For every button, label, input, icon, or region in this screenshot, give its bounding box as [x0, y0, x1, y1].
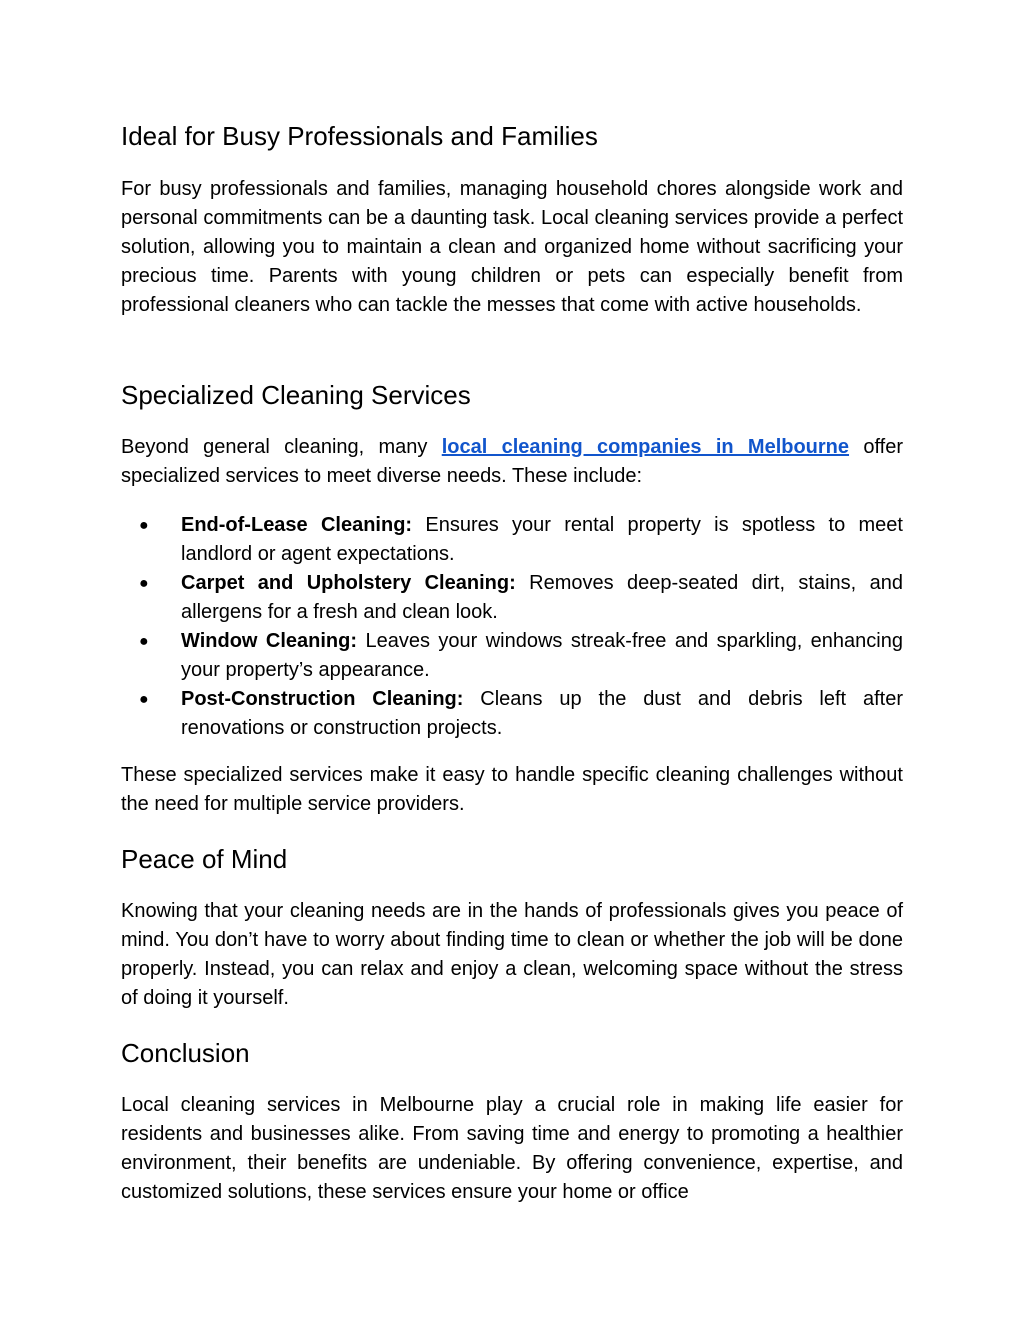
heading-conclusion: Conclusion: [121, 1038, 250, 1068]
list-item-title: Window Cleaning:: [181, 630, 358, 652]
melbourne-cleaning-link[interactable]: local cleaning companies in Melbourne: [441, 436, 850, 458]
list-item: [121, 627, 903, 685]
intro-text-before: Beyond general cleaning, many: [121, 436, 442, 458]
bullet-icon: ●: [139, 517, 149, 534]
list-item: [121, 685, 903, 743]
bullet-icon: ●: [139, 633, 149, 650]
list-item-text: Leaves your windows streak-free and sparkling, enhancing your property’s appearance.: [181, 630, 903, 681]
list-item-title: Carpet and Upholstery Cleaning:: [181, 572, 516, 594]
list-item-text: Removes deep-seated dirt, stains, and allergens for a fresh and clean look.: [181, 572, 903, 623]
list-item-title: End-of-Lease Cleaning:: [181, 514, 413, 536]
list-item-title: Post-Construction Cleaning:: [181, 688, 464, 710]
heading-peace-of-mind: Peace of Mind: [121, 844, 288, 874]
paragraph-conclusion: Local cleaning services in Melbourne play a crucial role in making life easier for residents and businesses alike. From saving time and energy to promoting a healthier environment, their benefits are undeniable. By offering convenience, expertise, and customized solutions, these services ensure your home or office: [121, 1094, 903, 1203]
heading-specialized-services: Specialized Cleaning Services: [121, 380, 471, 410]
intro-text-after: offer specialized services to meet diverse needs. These include:: [121, 436, 903, 487]
list-item-text: Cleans up the dust and debris left after renovations or construction projects.: [181, 688, 903, 739]
paragraph-busy-professionals: For busy professionals and families, managing household chores alongside work and personal commitments can be a daunting task. Local cleaning services provide a perfect solution, allowing you to maintain a clean and organized home without sacrificing your precious time. Parents with young children or pets can especially benefit from professional cleaners who can tackle the messes that come with active households.: [121, 178, 903, 316]
heading-busy-professionals: Ideal for Busy Professionals and Families: [121, 121, 598, 151]
paragraph-specialized-intro: [121, 433, 903, 491]
bullet-icon: ●: [139, 691, 149, 708]
bullet-icon: ●: [139, 575, 149, 592]
list-item: [121, 511, 903, 569]
list-item: [121, 569, 903, 627]
paragraph-peace-of-mind: Knowing that your cleaning needs are in the hands of professionals gives you peace of mind. You don’t have to worry about finding time to clean or whether the job will be done properly. Instead, you can relax and enjoy a clean, welcoming space without the stress of doing it yourself.: [121, 900, 903, 1009]
list-item-text: Ensures your rental property is spotless to meet landlord or agent expectations.: [181, 514, 903, 565]
paragraph-specialized-outro: These specialized services make it easy to handle specific cleaning challenges without the need for multiple service providers.: [121, 764, 903, 815]
services-list: [121, 511, 903, 743]
